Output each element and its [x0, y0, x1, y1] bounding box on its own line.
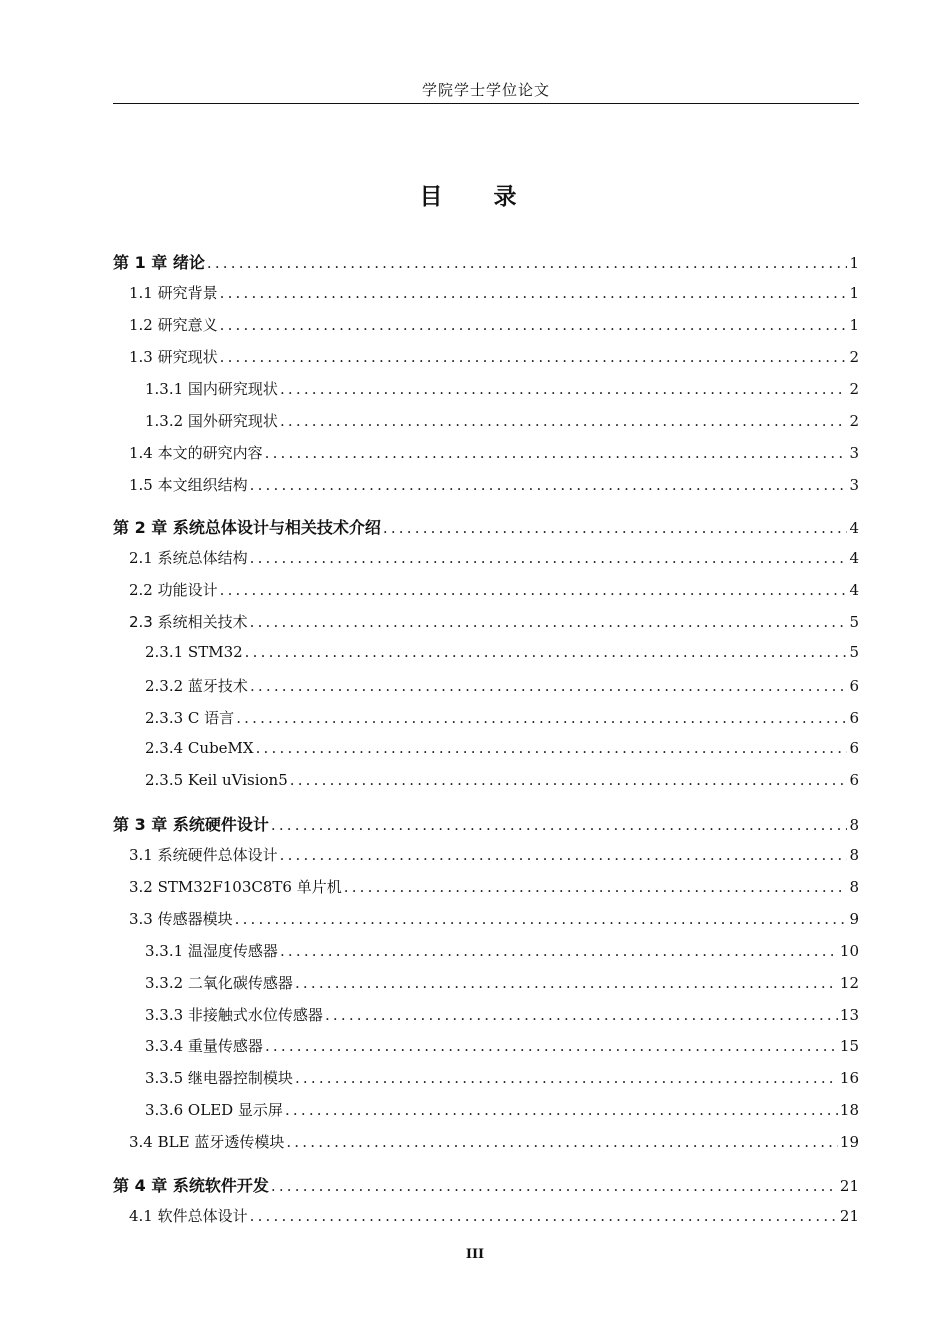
toc-entry-page: 1 [849, 316, 859, 334]
toc-entry[interactable] [113, 908, 859, 932]
toc-entry-label: 3.3.1 温湿度传感器 [145, 942, 278, 960]
toc-entry[interactable] [113, 643, 859, 667]
toc-entry[interactable] [113, 940, 859, 964]
dot-leader [265, 1037, 838, 1055]
toc-entry-label: 2.2 功能设计 [129, 581, 218, 599]
toc-entry-label: 3.3.3 非接触式水位传感器 [145, 1006, 323, 1024]
toc-entry[interactable] [113, 346, 859, 370]
toc-entry-page: 9 [849, 910, 859, 928]
toc-entry-page: 3 [849, 444, 859, 462]
toc-entry[interactable] [113, 739, 859, 763]
toc-entry-label: 2.3.4 CubeMX [145, 739, 254, 757]
toc-entry-label: 1.1 研究背景 [129, 284, 218, 302]
table-of-contents [113, 0, 859, 1344]
toc-entry-page: 8 [849, 846, 859, 864]
toc-entry[interactable] [113, 410, 859, 434]
dot-leader [220, 284, 848, 302]
dot-leader [325, 1006, 838, 1024]
dot-leader [250, 677, 848, 695]
dot-leader [207, 254, 848, 272]
toc-entry[interactable] [113, 844, 859, 868]
toc-entry[interactable] [113, 579, 859, 603]
dot-leader [220, 348, 848, 366]
toc-entry-label: 2.3.5 Keil uVision5 [145, 771, 288, 789]
page-header: 学院学士学位论文 [421, 81, 550, 99]
toc-entry-page: 6 [849, 739, 859, 757]
toc-entry[interactable] [113, 812, 859, 836]
toc-entry-page: 5 [849, 643, 859, 661]
toc-entry-label: 3.3.6 OLED 显示屏 [145, 1101, 283, 1119]
toc-entry[interactable] [113, 547, 859, 571]
toc-entry-label: 2.1 系统总体结构 [129, 549, 248, 567]
toc-entry[interactable] [113, 1205, 859, 1229]
toc-entry-label: 1.2 研究意义 [129, 316, 218, 334]
toc-entry-label: 第 2 章 系统总体设计与相关技术介绍 [113, 518, 381, 537]
toc-entry[interactable] [113, 1099, 859, 1123]
dot-leader [383, 519, 848, 537]
toc-entry-page: 21 [839, 1207, 859, 1225]
toc-entry-page: 3 [849, 476, 859, 494]
toc-entry-label: 2.3.3 C 语言 [145, 709, 235, 727]
dot-leader [236, 709, 847, 727]
toc-entry-page: 1 [849, 284, 859, 302]
toc-entry-page: 4 [849, 549, 859, 567]
dot-leader [344, 878, 848, 896]
dot-leader [280, 380, 848, 398]
dot-leader [290, 771, 848, 789]
toc-entry-label: 1.5 本文组织结构 [129, 476, 248, 494]
page-number: III [465, 1247, 485, 1262]
dot-leader [280, 846, 848, 864]
dot-leader [250, 549, 848, 567]
toc-entry-page: 6 [849, 709, 859, 727]
dot-leader [271, 816, 848, 834]
toc-entry-label: 3.3.2 二氧化碳传感器 [145, 974, 293, 992]
dot-leader [265, 444, 848, 462]
toc-entry-page: 2 [849, 348, 859, 366]
toc-entry-label: 2.3.1 STM32 [145, 643, 243, 661]
toc-entry[interactable] [113, 972, 859, 996]
toc-entry[interactable] [113, 1067, 859, 1091]
toc-entry-page: 21 [839, 1177, 859, 1195]
toc-entry-label: 1.4 本文的研究内容 [129, 444, 263, 462]
dot-leader [220, 316, 848, 334]
toc-entry-page: 8 [849, 816, 859, 834]
toc-entry-label: 1.3.1 国内研究现状 [145, 380, 278, 398]
toc-entry[interactable] [113, 282, 859, 306]
toc-entry-label: 2.3.2 蓝牙技术 [145, 677, 248, 695]
dot-leader [285, 1101, 838, 1119]
dot-leader [271, 1177, 838, 1195]
toc-entry[interactable] [113, 1131, 859, 1155]
toc-entry[interactable] [113, 675, 859, 699]
toc-entry-page: 1 [849, 254, 859, 272]
toc-entry[interactable] [113, 1173, 859, 1197]
toc-entry-label: 第 3 章 系统硬件设计 [113, 815, 269, 834]
toc-entry-label: 3.4 BLE 蓝牙透传模块 [129, 1133, 285, 1151]
toc-entry[interactable] [113, 1035, 859, 1059]
dot-leader [280, 942, 838, 960]
dot-leader [295, 974, 838, 992]
toc-entry-label: 3.2 STM32F103C8T6 单片机 [129, 878, 342, 896]
toc-entry-page: 4 [849, 519, 859, 537]
toc-entry-page: 5 [849, 613, 859, 631]
toc-entry-page: 18 [839, 1101, 859, 1119]
toc-entry[interactable] [113, 876, 859, 900]
toc-entry-label: 3.3.5 继电器控制模块 [145, 1069, 293, 1087]
toc-entry-page: 15 [839, 1037, 859, 1055]
toc-entry-page: 16 [839, 1069, 859, 1087]
toc-entry-page: 13 [839, 1006, 859, 1024]
toc-entry[interactable] [113, 707, 859, 731]
toc-entry[interactable] [113, 250, 859, 274]
toc-entry-page: 19 [839, 1133, 859, 1151]
toc-entry[interactable] [113, 442, 859, 466]
toc-entry-label: 3.3 传感器模块 [129, 910, 233, 928]
toc-entry[interactable] [113, 771, 859, 795]
toc-entry-label: 3.1 系统硬件总体设计 [129, 846, 278, 864]
toc-entry-label: 第 1 章 绪论 [113, 253, 205, 272]
toc-entry-label: 4.1 软件总体设计 [129, 1207, 248, 1225]
dot-leader [286, 1133, 838, 1151]
toc-entry[interactable] [113, 314, 859, 338]
toc-title: 目 录 [419, 184, 531, 210]
toc-entry-page: 8 [849, 878, 859, 896]
toc-entry-page: 6 [849, 677, 859, 695]
toc-entry-label: 3.3.4 重量传感器 [145, 1037, 263, 1055]
toc-entry[interactable] [113, 611, 859, 635]
toc-entry-page: 10 [839, 942, 859, 960]
toc-entry-label: 1.3 研究现状 [129, 348, 218, 366]
toc-entry-page: 12 [839, 974, 859, 992]
dot-leader [220, 581, 848, 599]
toc-entry-label: 第 4 章 系统软件开发 [113, 1176, 269, 1195]
dot-leader [245, 643, 848, 661]
toc-entry-label: 2.3 系统相关技术 [129, 613, 248, 631]
dot-leader [250, 613, 848, 631]
dot-leader [295, 1069, 838, 1087]
toc-entry-page: 6 [849, 771, 859, 789]
toc-entry-page: 2 [849, 412, 859, 430]
dot-leader [250, 1207, 838, 1225]
dot-leader [235, 910, 848, 928]
dot-leader [280, 412, 848, 430]
toc-entry[interactable] [113, 515, 859, 539]
toc-entry-page: 4 [849, 581, 859, 599]
dot-leader [250, 476, 848, 494]
toc-entry[interactable] [113, 474, 859, 498]
toc-entry-label: 1.3.2 国外研究现状 [145, 412, 278, 430]
toc-entry[interactable] [113, 378, 859, 402]
dot-leader [256, 739, 848, 757]
toc-entry-page: 2 [849, 380, 859, 398]
toc-entry[interactable] [113, 1004, 859, 1028]
